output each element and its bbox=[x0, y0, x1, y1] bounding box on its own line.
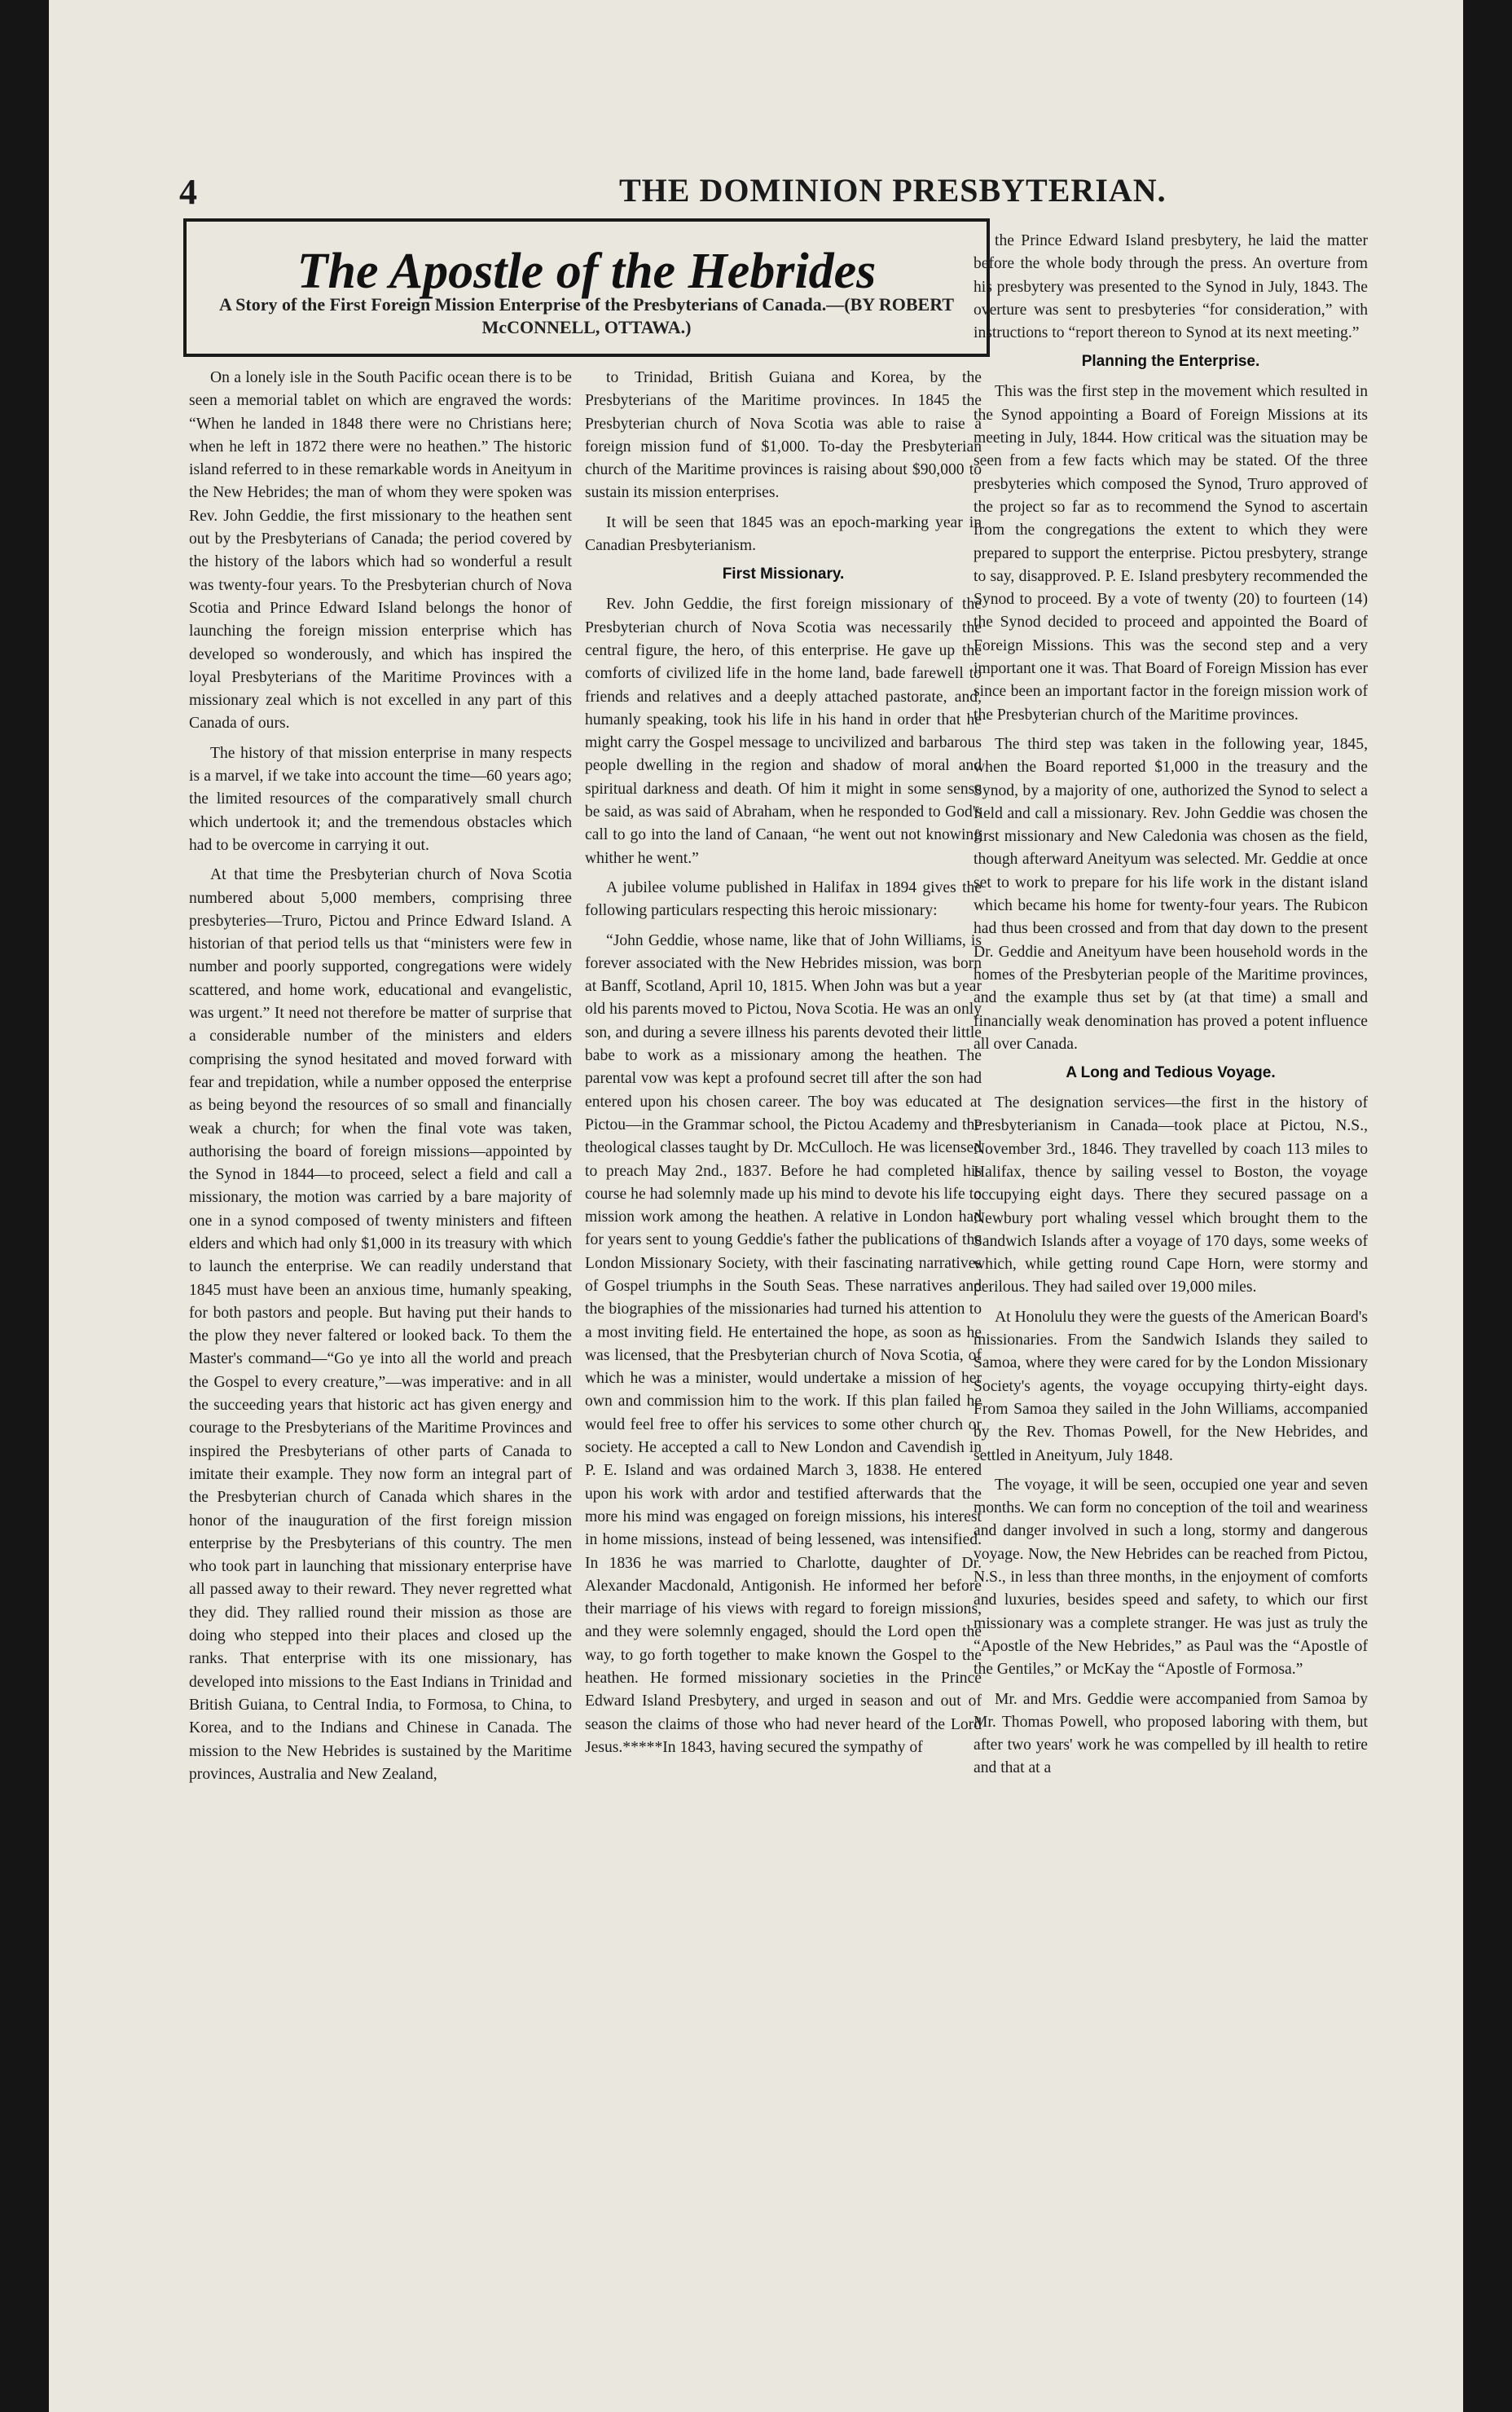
paragraph: the Prince Edward Island presbytery, he laid the matter before the whole body through the press. An overture from his presbytery was presented to the Synod in July, 1843. The overture was sent to presbyteries “for consideration,” with instructions to “report thereon to Synod at its next meeting.” bbox=[974, 232, 1368, 342]
article-subtitle: A Story of the First Foreign Mission Enterprise of the Presbyterians of Canada.—(BY ROBERT McCONNELL, OTTAWA.) bbox=[219, 294, 954, 337]
text-column-3 bbox=[974, 230, 1368, 2283]
section-heading-voyage: A Long and Tedious Voyage. bbox=[1066, 1064, 1276, 1082]
paragraph: The third step was taken in the following year, 1845, when the Board reported $1,000 in the treasury and the Synod, by a majority of one, authorized the Synod to select a field and call a missionary. Rev. John Geddie was chosen the first missionary and New Caledonia was chosen as the field, though afterward Aneityum was selected. Mr. Geddie at once set to work to prepare for his life work in the distant island which became his home for twenty-four years. The Rubicon had thus been crossed and from that day down to the present Dr. Geddie and Aneityum have been household words in the homes of the Presbyterian people of the Maritime provinces, and the example thus set by (at that time) a small and financially weak denomination has proved a potent influence all over Canada. bbox=[974, 735, 1368, 1053]
running-title: THE DOMINION PRESBYTERIAN. bbox=[619, 172, 1167, 209]
paragraph: It will be seen that 1845 was an epoch-marking year in Canadian Presbyterianism. bbox=[585, 513, 982, 555]
paragraph: Rev. John Geddie, the first foreign missionary of the Presbyterian church of Nova Scotia was necessarily the central figure, the hero, of this enterprise. He gave up the comforts of civilized life in the home land, bade farewell to friends and relatives and a deeply attached pastorate, and, humanly speaking, took his life in his hand in order that he might carry the Gospel message to uncivilized and barbarous people dwelling in the region and shadow of moral and spiritual darkness and death. Of him it might in some sense be said, as was said of Abraham, when he responded to God's call to go into the land of Canaan, “he went out not knowing whither he went.” bbox=[585, 596, 982, 867]
section-heading-first-missionary: First Missionary. bbox=[722, 566, 845, 583]
paragraph: The designation services—the first in the history of Presbyterianism in Canada—took place at Pictou, N.S., November 3rd., 1846. They travelled by coach 113 miles to Halifax, thence by sailing vessel to Boston, the voyage occupying eight days. There they secured passage on a Newbury port whaling vessel which brought them to the Sandwich Islands after a voyage of 170 days, some weeks of which, while getting round Cape Horn, were stormy and perilous. They had sailed over 19,000 miles. bbox=[974, 1094, 1368, 1296]
paragraph: At that time the Presbyterian church of Nova Scotia numbered about 5,000 members, comprising three presbyteries—Truro, Pictou and Prince Edward Island. A historian of that period tells us that “ministers were few in number and poorly supported, congregations were widely scattered, and home work, educational and evangelistic, was urgent.” It need not therefore be matter of surprise that a considerable number of the ministers and elders comprising the synod hesitated and moved forward with fear and trepidation, while a number opposed the enterprise as being beyond the resources of so small and financially weak a church; for when the final vote was taken, authorising the board of foreign missions—appointed by the Synod in 1844—to proceed, select a field and call a missionary, the motion was carried by a bare majority of one in a synod composed of twenty ministers and fifteen elders and which had only $1,000 in its treasury with which to launch the enterprise. We can readily understand that 1845 must have been an anxious time, humanly speaking, for both pastors and people. But having put their hands to the plow they never faltered or looked back. To them the Master's command—“Go ye into all the world and preach the Gospel to every creature,”—was imperative: and in all the succeeding years that historic act has given energy and courage to the Presbyterians of the Maritime Provinces and inspired the Presbyterians of other parts of Canada to imitate their example. They now form an integral part of the Presbyterian church of Canada which shares in the honor of the inauguration of the first foreign mission enterprise by the Presbyterians of this country. The men who took part in launching that missionary enterprise have all passed away to their reward. They never regretted what they did. They rallied round their mission as those are doing who stepped into their places and closed up the ranks. That enterprise with its one missionary, has developed into missions to the East Indians in Trinidad and British Guiana, to Central India, to Formosa, to China, to Korea, and to the Indians and Chinese in Canada. The mission to the New Hebrides is sustained by the Maritime provinces, Australia and New Zealand, bbox=[189, 866, 572, 1783]
paragraph: The history of that mission enterprise in many respects is a marvel, if we take into account the time—60 years ago; the limited resources of the comparatively small church which undertook it; and the tremendous obstacles which had to be overcome in carrying it out. bbox=[189, 744, 572, 854]
article-title: The Apostle of the Hebrides bbox=[297, 244, 877, 299]
page-number: 4 bbox=[179, 172, 197, 212]
paragraph: A jubilee volume published in Halifax in 1894 gives the following particulars respecting this heroic missionary: bbox=[585, 878, 982, 920]
newspaper-page bbox=[49, 0, 1463, 2412]
article-title-box bbox=[183, 218, 990, 357]
paragraph: The voyage, it will be seen, occupied one year and seven months. We can form no conception of the toil and weariness and danger involved in such a long, stormy and dangerous voyage. Now, the New Hebrides can be reached from Pictou, N.S., in less than three months, in the enjoyment of comforts and luxuries, besides speed and safety, to which our first missionary was a complete stranger. He was just as truly the “Apostle of the New Hebrides,” as Paul was the “Apostle of the Gentiles,” or McKay the “Apostle of Formosa.” bbox=[974, 1476, 1368, 1679]
text-column-2 bbox=[585, 367, 982, 2282]
paragraph: to Trinidad, British Guiana and Korea, by the Presbyterians of the Maritime provinces. In 1845 the Presbyterian church of Nova Scotia was able to raise a foreign mission fund of $1,000. To-day the Presbyterian church of the Maritime provinces is raising about $90,000 to sustain its mission enterprises. bbox=[585, 369, 982, 502]
paragraph: Mr. and Mrs. Geddie were accompanied from Samoa by Mr. Thomas Powell, who proposed laboring with them, but after two years' work he was compelled by ill health to retire and that at a bbox=[974, 1690, 1368, 1777]
paragraph: On a lonely isle in the South Pacific ocean there is to be seen a memorial tablet on which are engraved the words: “When he landed in 1848 there were no Christians here; when he left in 1872 there were no heathen.” The historic island referred to in these remarkable words in Aneityum in the New Hebrides; the man of whom they were spoken was Rev. John Geddie, the first missionary to the heathen sent out by the Presbyterians of Canada; the period covered by the history of the labors which had so wonderful a result was twenty-four years. To the Presbyterian church of Nova Scotia and Prince Edward Island belongs the honor of launching the foreign mission enterprise which has developed so wonderously, and which has inspired the loyal Presbyterians of the Maritime Provinces with a missionary zeal which is not excelled in any part of this Canada of ours. bbox=[189, 369, 572, 733]
paragraph: This was the first step in the movement which resulted in the Synod appointing a Board of Foreign Missions at its meeting in July, 1844. How critical was the situation may be seen from a few facts which may be stated. Of the three presbyteries which composed the Synod, Truro approved of the project so far as to recommend the Synod to ascertain from the congregations the extent to which they were prepared to support the enterprise. Pictou presbytery, strange to say, disapproved. P. E. Island presbytery recommended the Synod to proceed. By a vote of twenty (20) to fourteen (14) the Synod decided to proceed and appointed the Board of Foreign Missions. This was the second step and a very important one it was. That Board of Foreign Mission has ever since been an important factor in the foreign mission work of the Presbyterian church of the Maritime provinces. bbox=[974, 383, 1368, 724]
section-heading-planning: Planning the Enterprise. bbox=[1081, 353, 1260, 371]
paragraph: “John Geddie, whose name, like that of John Williams, is forever associated with the New Hebrides mission, was born at Banff, Scotland, April 10, 1815. When John was but a year old his parents moved to Pictou, Nova Scotia. He was an only son, and during a severe illness his parents devoted their little babe to work as a missionary among the heathen. The parental vow was kept a profound secret till after the son had entered upon his chosen career. The boy was educated at Pictou—in the Grammar school, the Pictou Academy and the theological classes taught by Dr. McCulloch. He was licensed to preach May 2nd., 1837. Before he had completed his course he had solemnly made up his mind to devote his life to mission work among the heathen. A relative in London had for years sent to young Geddie's father the publications of the London Missionary Society, with their fascinating narratives of Gospel triumphs in the South Seas. These narratives and the biographies of the missionaries had turned his attention to a most inviting field. He entertained the hope, as soon as he was licensed, that the Presbyterian church of Nova Scotia, of which he was a minister, would undertake a mission of her own and commission him to the work. If this plan failed he would feel free to offer his services to some other church or society. He accepted a call to New London and Cavendish in P. E. Island and was ordained March 3, 1838. He entered upon his work with ardor and testified afterwards that the more his mind was engaged on foreign missions, his interest in home missions, instead of being lessened, was intensified. In 1836 he was married to Charlotte, daughter of Dr. Alexander Macdonald, Antigonish. He informed her before their marriage of his views with regard to foreign missions, and they were solemnly engaged, should the Lord open the way, to go forth together to make known the Gospel to the heathen. He formed missionary societies in the Prince Edward Island Presbytery, and urged in season and out of season the claims of those who had never heard of the Lord Jesus.*****In 1843, having secured the sympathy of bbox=[585, 931, 982, 1756]
text-column-1 bbox=[189, 367, 572, 2282]
paragraph: At Honolulu they were the guests of the American Board's missionaries. From the Sandwich Islands they sailed to Samoa, where they were cared for by the London Missionary Society's agents, the voyage occupying thirty-eight days. From Samoa they sailed in the John Williams, accompanied by the Rev. Thomas Powell, for the New Hebrides, and settled in Aneityum, July 1848. bbox=[974, 1308, 1368, 1464]
